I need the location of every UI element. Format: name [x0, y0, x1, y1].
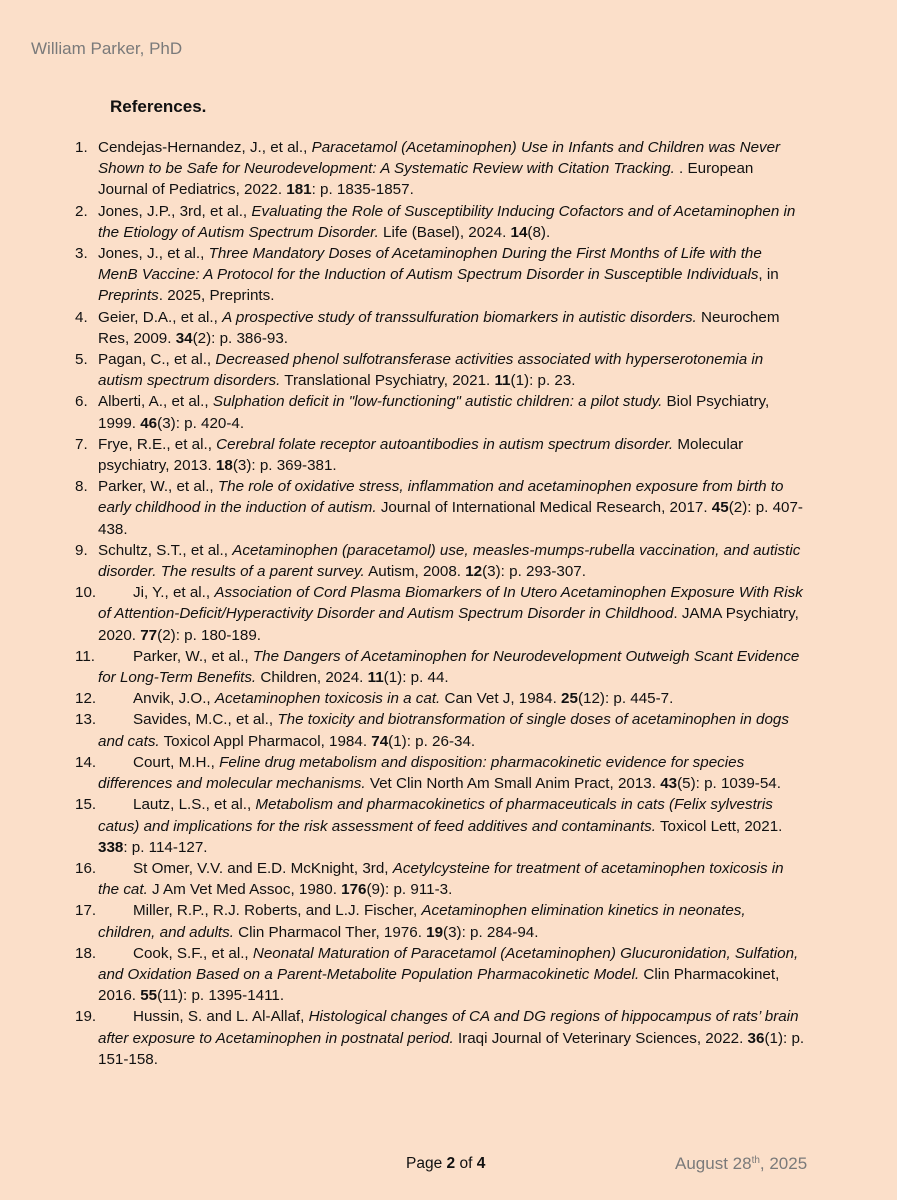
- reference-pages: (1): p. 151-158.: [98, 1029, 805, 1068]
- reference-number: 12.: [75, 690, 97, 708]
- reference-volume: 12: [465, 563, 483, 581]
- reference-item: [75, 752, 805, 794]
- reference-item: [75, 858, 805, 900]
- reference-source: Clin Pharmacokinet, 2016.: [98, 965, 780, 1005]
- reference-text: [98, 945, 798, 1004]
- page-total: 4: [476, 1155, 486, 1172]
- reference-number: 5.: [75, 351, 88, 369]
- reference-authors: Schultz, S.T., et al.,: [98, 541, 233, 559]
- reference-item: [75, 582, 805, 646]
- reference-pages: (5): p. 1039-54.: [677, 775, 781, 793]
- reference-volume: 46: [140, 414, 158, 432]
- reference-authors: Parker, W., et al.,: [133, 647, 253, 665]
- reference-volume: 181: [286, 181, 312, 199]
- reference-pages: (3): p. 284-94.: [443, 923, 539, 941]
- reference-item: [75, 540, 805, 582]
- reference-source: Children, 2024.: [256, 669, 368, 687]
- reference-authors: Jones, J.P., 3rd, et al.,: [98, 202, 252, 220]
- reference-pages: (3): p. 369-381.: [232, 457, 337, 475]
- reference-item: [75, 307, 805, 349]
- reference-item: [75, 709, 805, 751]
- reference-title: Histological changes of CA and DG regions of hippocampus of rats’ brain after exposure to Acetaminophen in postnatal period.: [98, 1008, 799, 1047]
- reference-item: [75, 243, 805, 307]
- reference-source: Molecular psychiatry, 2013.: [98, 435, 744, 475]
- reference-source: . JAMA Psychiatry, 2020.: [98, 605, 799, 644]
- reference-number: 9.: [75, 541, 88, 559]
- reference-pages: : p. 114-127.: [123, 838, 208, 856]
- reference-text: [98, 860, 784, 898]
- date-sup: th: [751, 1155, 760, 1166]
- reference-title: A prospective study of transsulfuration biomarkers in autistic disorders.: [222, 308, 697, 326]
- reference-title: Acetaminophen toxicosis in a cat.: [214, 690, 441, 708]
- reference-number: 8.: [75, 478, 88, 496]
- reference-number: 11.: [75, 647, 95, 665]
- reference-volume: 43: [660, 775, 678, 793]
- reference-source: Life (Basel), 2024.: [378, 223, 511, 241]
- reference-number: 2.: [75, 202, 88, 220]
- reference-text: [98, 139, 780, 198]
- reference-item: [75, 391, 805, 433]
- reference-text: [98, 754, 781, 792]
- reference-pages: (3): p. 420-4.: [157, 414, 245, 432]
- reference-pages: (1): p. 23.: [510, 372, 576, 390]
- reference-item: [75, 1006, 805, 1070]
- reference-number: 18.: [75, 944, 97, 962]
- reference-source: Toxicol Appl Pharmacol, 1984.: [159, 732, 372, 750]
- reference-text: [98, 478, 803, 537]
- reference-text: [98, 542, 800, 580]
- reference-number: 19.: [75, 1008, 97, 1026]
- reference-pages: . 2025, Preprints.: [158, 287, 275, 305]
- reference-pages: : p. 1835-1857.: [311, 181, 414, 199]
- reference-item: [75, 434, 805, 476]
- reference-text: [98, 902, 746, 940]
- reference-volume: 11: [494, 372, 511, 390]
- reference-title: Decreased phenol sulfotransferase activities associated with hyperserotonemia in autism spectrum disorders.: [98, 351, 764, 390]
- header-author: William Parker, PhD: [31, 39, 183, 58]
- reference-source: Translational Psychiatry, 2021.: [280, 372, 495, 390]
- reference-title: Acetaminophen elimination kinetics in neonates, children, and adults.: [98, 902, 746, 941]
- reference-item: [75, 137, 805, 201]
- reference-authors: Ji, Y., et al.,: [133, 584, 215, 602]
- reference-authors: Anvik, J.O.,: [133, 690, 215, 708]
- reference-pages: (1): p. 44.: [383, 669, 449, 687]
- reference-title: Paracetamol (Acetaminophen) Use in Infants and Children was Never Shown to be Safe for Neurodevelopment: A Systematic Review with Citation Tracking.: [98, 139, 781, 178]
- reference-volume: 18: [215, 457, 233, 475]
- reference-authors: Frye, R.E., et al.,: [98, 435, 217, 453]
- reference-authors: Savides, M.C., et al.,: [133, 711, 278, 729]
- reference-title: Association of Cord Plasma Biomarkers of In Utero Acetaminophen Exposure With Risk of Attention-Deficit/Hyperactivity Disorder and Autism Spectrum Disorder in Childhood: [98, 584, 803, 623]
- reference-source: , in: [758, 266, 779, 284]
- footer-date: [675, 1154, 807, 1174]
- reference-text: [98, 1008, 804, 1067]
- reference-pages: (2): p. 386-93.: [192, 329, 288, 347]
- reference-number: 4.: [75, 308, 88, 326]
- reference-title: Sulphation deficit in "low-functioning" autistic children: a pilot study.: [212, 393, 663, 411]
- reference-authors: Miller, R.P., R.J. Roberts, and L.J. Fischer,: [133, 902, 422, 920]
- reference-list: [75, 137, 805, 1070]
- date-suffix: , 2025: [759, 1154, 808, 1173]
- reference-number: 13.: [75, 711, 97, 729]
- reference-title: Acetylcysteine for treatment of acetaminophen toxicosis in the cat.: [98, 859, 784, 899]
- reference-volume: 34: [175, 329, 193, 347]
- reference-text: [98, 436, 743, 474]
- reference-text: [98, 584, 803, 643]
- reference-text: [98, 351, 763, 389]
- reference-source: J Am Vet Med Assoc, 1980.: [147, 881, 342, 899]
- reference-pages: (12): p. 445-7.: [577, 690, 674, 708]
- reference-authors: Parker, W., et al.,: [98, 478, 218, 496]
- reference-volume: 338: [98, 838, 124, 856]
- reference-title: The Dangers of Acetaminophen for Neurodevelopment Outweigh Scant Evidence for Long-Term Benefits.: [98, 647, 800, 687]
- reference-volume: 25: [561, 690, 578, 708]
- reference-source: Iraqi Journal of Veterinary Sciences, 2022.: [453, 1029, 748, 1047]
- reference-title: Metabolism and pharmacokinetics of pharmaceuticals in cats (Felix sylvestris catus) and implications for the risk assessment of feed additives and contaminants.: [98, 796, 773, 835]
- page-number: [406, 1155, 485, 1173]
- reference-authors: Hussin, S. and L. Al-Allaf,: [133, 1008, 309, 1026]
- reference-text: [98, 393, 769, 431]
- reference-volume: 74: [371, 732, 389, 750]
- reference-pages: (2): p. 407-438.: [98, 499, 803, 538]
- reference-authors: Pagan, C., et al.,: [98, 351, 216, 369]
- reference-item: [75, 476, 805, 540]
- reference-volume: 36: [747, 1029, 765, 1047]
- reference-title: The toxicity and biotransformation of single doses of acetaminophen in dogs and cats.: [98, 711, 789, 750]
- reference-title: Cerebral folate receptor autoantibodies in autism spectrum disorder.: [216, 435, 674, 453]
- reference-source: Toxicol Lett, 2021.: [656, 817, 783, 835]
- reference-number: 10.: [75, 584, 97, 602]
- reference-source: Neurochem Res, 2009.: [98, 308, 780, 347]
- reference-number: 14.: [75, 753, 97, 771]
- reference-volume: 45: [711, 499, 729, 517]
- page-of: of: [455, 1155, 477, 1172]
- reference-text: [98, 203, 795, 241]
- reference-text: [98, 648, 799, 686]
- reference-volume: 55: [140, 987, 158, 1005]
- reference-item: [75, 201, 805, 243]
- reference-item: [75, 900, 805, 942]
- reference-item: [75, 794, 805, 858]
- reference-number: 7.: [75, 435, 88, 453]
- reference-volume: 176: [341, 881, 367, 899]
- reference-volume: 11: [367, 669, 384, 687]
- reference-number: 1.: [75, 139, 88, 156]
- reference-authors: Court, M.H.,: [133, 753, 220, 771]
- reference-pages: (3): p. 293-307.: [482, 563, 586, 581]
- reference-item: [75, 349, 805, 391]
- reference-source: Journal of International Medical Research, 2017.: [376, 499, 712, 517]
- reference-volume: 77: [140, 626, 158, 644]
- reference-item: [75, 943, 805, 1007]
- reference-text: [133, 690, 673, 707]
- reference-text: [98, 796, 782, 855]
- reference-source: Clin Pharmacol Ther, 1976.: [233, 923, 427, 941]
- reference-pages: (9): p. 911-3.: [366, 881, 453, 899]
- reference-item: [75, 646, 805, 688]
- reference-pages: (1): p. 26-34.: [388, 732, 476, 750]
- reference-pages: (2): p. 180-189.: [157, 626, 261, 644]
- reference-source-italic: Preprints: [98, 287, 159, 305]
- reference-number: 6.: [75, 393, 88, 411]
- reference-number: 17.: [75, 902, 97, 920]
- reference-source: Autism, 2008.: [364, 563, 466, 581]
- reference-title: Feline drug metabolism and disposition: pharmacokinetic evidence for species differences and molecular mechanisms.: [98, 753, 745, 793]
- reference-text: [98, 711, 789, 749]
- reference-authors: Cook, S.F., et al.,: [133, 944, 253, 962]
- reference-title: Evaluating the Role of Susceptibility Inducing Cofactors and of Acetaminophen in the Etiology of Autism Spectrum Disorder.: [98, 202, 796, 241]
- reference-authors: Cendejas-Hernandez, J., et al.,: [98, 139, 312, 156]
- reference-title: Three Mandatory Doses of Acetaminophen During the First Months of Life with the MenB Vaccine: A Protocol for the Induction of Autism Spectrum Disorder in Susceptible Individuals: [98, 245, 762, 284]
- reference-source: Biol Psychiatry, 1999.: [98, 393, 770, 432]
- reference-title: Acetaminophen (paracetamol) use, measles-mumps-rubella vaccination, and autistic disorder. The results of a parent survey.: [98, 541, 801, 581]
- reference-number: 16.: [75, 859, 97, 877]
- reference-title: The role of oxidative stress, inflammation and acetaminophen exposure from birth to early childhood in the induction of autism.: [98, 478, 784, 517]
- reference-text: [98, 245, 779, 304]
- reference-authors: Geier, D.A., et al.,: [98, 308, 223, 326]
- reference-item: [75, 688, 805, 709]
- reference-title: Neonatal Maturation of Paracetamol (Acetaminophen) Glucuronidation, Sulfation, and Oxidation Based on a Parent-Metabolite Population Pharmacokinetic Model.: [98, 944, 799, 983]
- reference-volume: 19: [426, 923, 444, 941]
- page-current: 2: [446, 1155, 456, 1172]
- reference-authors: Alberti, A., et al.,: [98, 393, 213, 411]
- reference-number: 3.: [75, 245, 88, 263]
- reference-volume: 14: [510, 223, 528, 241]
- reference-authors: Lautz, L.S., et al.,: [133, 796, 256, 814]
- reference-source: Can Vet J, 1984.: [440, 690, 562, 708]
- reference-text: [98, 309, 780, 347]
- references-heading: References.: [110, 97, 207, 116]
- reference-authors: St Omer, V.V. and E.D. McKnight, 3rd,: [133, 859, 393, 877]
- page-prefix: Page: [406, 1155, 447, 1172]
- reference-authors: Jones, J., et al.,: [98, 245, 209, 263]
- date-prefix: August 28: [675, 1154, 752, 1173]
- reference-pages: (11): p. 1395-1411.: [157, 987, 285, 1005]
- reference-source: Vet Clin North Am Small Anim Pract, 2013.: [365, 775, 661, 793]
- reference-number: 15.: [75, 796, 97, 814]
- reference-source: . European Journal of Pediatrics, 2022.: [98, 160, 754, 199]
- reference-pages: (8).: [527, 223, 551, 241]
